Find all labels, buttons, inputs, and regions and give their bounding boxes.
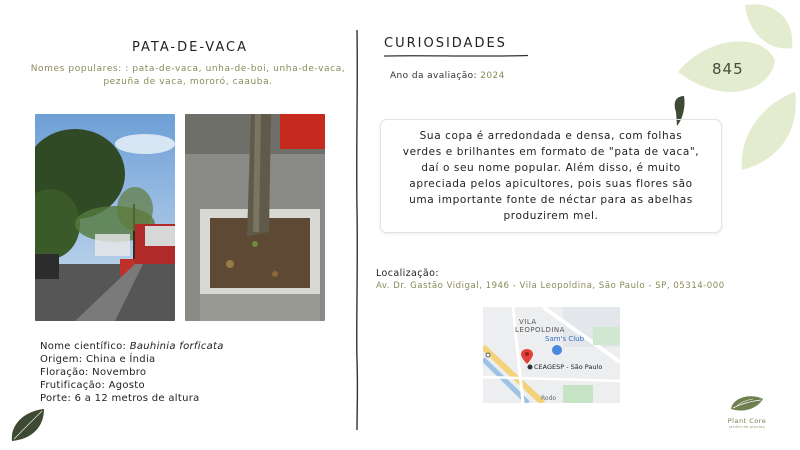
flowering-row: Floração: Novembro [40, 367, 147, 378]
evaluation-year-label: Ano da avaliação: [390, 71, 481, 81]
location-address[interactable]: Av. Dr. Gastão Vidigal, 1946 - Vila Leopoldina, São Paulo - SP, 05314-000 [376, 281, 725, 291]
brand-logo [722, 393, 772, 429]
map-poi-pin[interactable]: CEAGESP - São Paulo [534, 363, 603, 371]
curiosities-title: CURIOSIDADES [384, 36, 507, 51]
tree-street-photo [35, 114, 175, 321]
fruiting-row: Frutificação: Agosto [40, 380, 145, 391]
map-district-line2: LEOPOLDINA [515, 326, 565, 334]
location-map[interactable] [483, 307, 620, 403]
curiosities-text: Sua copa é arredondada e densa, com folhas verdes e brilhantes em formato de "pata de vaca", daí o seu nome popular. Além disso, é muito apreciada pelos apicultores, pois suas flores são uma importante fonte de néctar para as abelhas produzirem mel. [402, 130, 700, 222]
evaluation-number-badge: 845 [712, 60, 744, 78]
curiosities-underline [384, 54, 528, 58]
curiosities-card [380, 119, 722, 233]
origin-row: Origem: China e Índia [40, 354, 156, 365]
vertical-divider [352, 30, 362, 430]
scientific-name-row [40, 340, 224, 353]
decorative-leaf-bottom-left [8, 405, 48, 445]
size-row: Porte: 6 a 12 metros de altura [40, 393, 200, 404]
store-marker-icon[interactable] [552, 345, 562, 355]
leaf-shape-large [745, 4, 792, 48]
brand-leaf-icon [727, 393, 767, 413]
plant-facts [40, 340, 224, 405]
location-label: Localização: [376, 268, 439, 279]
map-poi-store[interactable]: Sam's Club [545, 335, 585, 343]
brand-tagline: jardim de plantas [729, 425, 765, 429]
map-road-label: Rodo [541, 395, 557, 402]
map-district-line1: VILA [519, 318, 537, 326]
leaf-shape-lower [742, 92, 796, 170]
brand-name: Plant Core [727, 417, 767, 425]
tree-trunk-planter-photo [185, 114, 325, 321]
scientific-name-value: Bauhinia forficata [129, 341, 224, 352]
plant-title: PATA-DE-VACA [132, 40, 248, 55]
evaluation-year [390, 71, 505, 81]
popular-names: Nomes populares: : pata-de-vaca, unha-de-boi, unha-de-vaca, pezuña de vaca, mororó, caauba. [30, 64, 346, 87]
scientific-name-label: Nome científico: [40, 341, 130, 352]
evaluation-year-value: 2024 [480, 71, 505, 81]
